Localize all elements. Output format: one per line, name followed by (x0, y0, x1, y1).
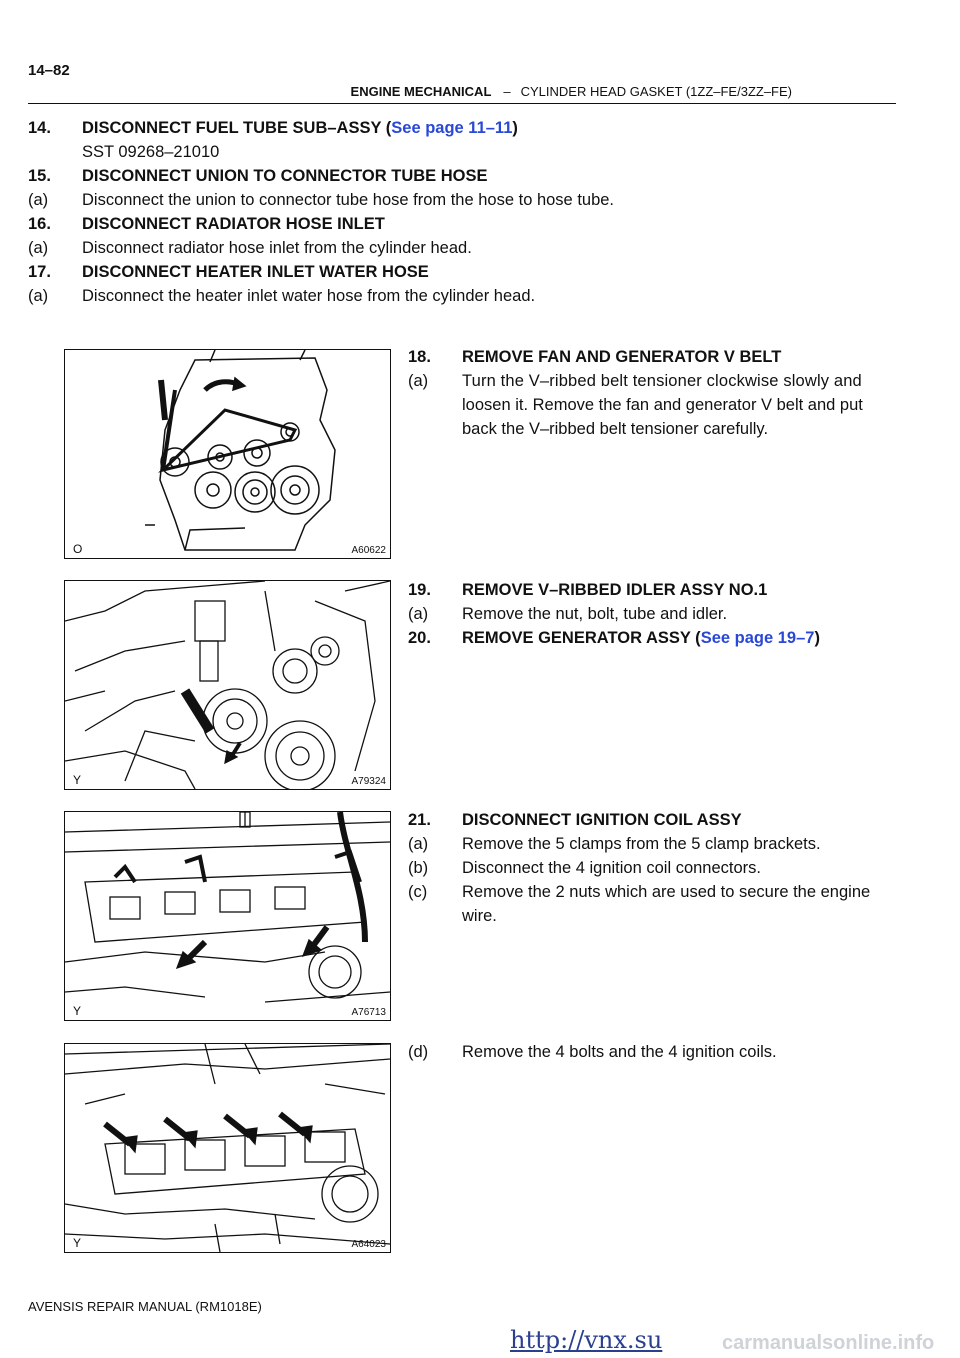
substep-label: (a) (408, 605, 429, 623)
step-14 (28, 116, 614, 140)
footer-manual-title: AVENSIS REPAIR MANUAL (RM1018E) (28, 1299, 262, 1314)
step-21-a (408, 832, 898, 856)
substep-label: (a) (408, 372, 429, 390)
figure-code: A79324 (351, 776, 386, 787)
see-page-link[interactable]: See page 11–11 (391, 119, 513, 137)
substep-text: Disconnect the union to connector tube hose from the hose to hose tube. (82, 191, 615, 209)
figure-corner-mark: O (73, 542, 83, 556)
step-title: REMOVE V–RIBBED IDLER ASSY NO.1 (462, 581, 768, 599)
step-19 (408, 578, 898, 602)
step-21-d (408, 1040, 777, 1064)
step-title: DISCONNECT HEATER INLET WATER HOSE (82, 263, 429, 281)
figure-code: A64023 (351, 1239, 386, 1250)
header-subsection: CYLINDER HEAD GASKET (1ZZ–FE/3ZZ–FE) (520, 84, 792, 99)
step-15 (28, 164, 614, 188)
step-title-close: ) (512, 119, 518, 137)
step-21 (408, 808, 898, 928)
header-section: ENGINE MECHANICAL (350, 84, 492, 99)
substep-label: (a) (28, 191, 49, 209)
ignition-connectors-illustration (65, 812, 390, 1020)
step-18 (408, 345, 898, 441)
step-title: REMOVE FAN AND GENERATOR V BELT (462, 348, 782, 366)
substep-label: (a) (28, 239, 49, 257)
running-header (0, 84, 792, 99)
substep-label: (d) (408, 1043, 429, 1061)
watermark-link[interactable]: http://vnx.su (510, 1326, 663, 1354)
substep-text: Remove the 4 bolts and the 4 ignition coils. (462, 1043, 777, 1061)
step-16-a (28, 236, 614, 260)
substep-text: Remove the nut, bolt, tube and idler. (462, 605, 728, 623)
step-number: 19. (408, 581, 431, 599)
substep-text: Turn the V–ribbed belt tensioner clockwise slowly and (462, 372, 862, 390)
step-21-c (408, 880, 898, 904)
see-page-link[interactable]: See page 19–7 (700, 629, 815, 647)
substep-text: Disconnect the 4 ignition coil connectors. (462, 859, 761, 877)
header-rule (28, 103, 896, 104)
step-title: DISCONNECT FUEL TUBE SUB–ASSY ( (82, 119, 392, 137)
watermark-site: carmanualsonline.info (722, 1332, 935, 1354)
figure-corner-mark: Y (73, 1236, 82, 1250)
substep-text: Disconnect the heater inlet water hose from the cylinder head. (82, 287, 536, 305)
substep-label: (b) (408, 859, 429, 877)
substep-label: (a) (408, 835, 429, 853)
figure-corner-mark: Y (73, 1004, 82, 1018)
step-19-a (408, 602, 898, 626)
header-dash: – (503, 84, 511, 99)
substep-text: Remove the 2 nuts which are used to secure the engine (462, 883, 871, 901)
step-number: 18. (408, 348, 431, 366)
step-title: DISCONNECT RADIATOR HOSE INLET (82, 215, 385, 233)
figure-ignition-coils (64, 1043, 391, 1253)
step-title: DISCONNECT IGNITION COIL ASSY (462, 811, 742, 829)
step-16 (28, 212, 614, 236)
step-19-20 (408, 578, 898, 650)
step-title-close: ) (814, 629, 820, 647)
step-20 (408, 626, 898, 650)
step-number: 14. (28, 119, 51, 137)
step-title: DISCONNECT UNION TO CONNECTOR TUBE HOSE (82, 167, 488, 185)
substep-label: (c) (408, 883, 428, 901)
step-number: 21. (408, 811, 431, 829)
step-number: 17. (28, 263, 51, 281)
substep-text: Disconnect radiator hose inlet from the cylinder head. (82, 239, 472, 257)
steps-top (28, 116, 614, 308)
step-17 (28, 260, 614, 284)
step-number: 20. (408, 629, 431, 647)
step-number: 15. (28, 167, 51, 185)
figure-belt-diagram (64, 349, 391, 559)
figure-ignition-connectors (64, 811, 391, 1021)
step-number: 16. (28, 215, 51, 233)
sst-line: SST 09268–21010 (82, 143, 220, 161)
substep-text: Remove the 5 clamps from the 5 clamp brackets. (462, 835, 821, 853)
step-title: REMOVE GENERATOR ASSY ( (462, 629, 701, 647)
substep-label: (a) (28, 287, 49, 305)
figure-code: A60622 (351, 545, 386, 556)
figure-code: A76713 (351, 1007, 386, 1018)
figure-corner-mark: Y (73, 773, 82, 787)
ignition-coils-illustration (65, 1044, 390, 1252)
step-15-a (28, 188, 614, 212)
substep-text-cont: loosen it. Remove the fan and generator V belt and put (462, 396, 863, 414)
substep-text-cont: back the V–ribbed belt tensioner carefully. (462, 420, 769, 438)
step-17-a (28, 284, 614, 308)
page-number: 14–82 (28, 62, 70, 79)
substep-text-cont: wire. (462, 907, 497, 925)
figure-idler-photo (64, 580, 391, 790)
step-21-b (408, 856, 898, 880)
idler-illustration (65, 581, 390, 789)
belt-diagram-illustration (65, 350, 390, 558)
